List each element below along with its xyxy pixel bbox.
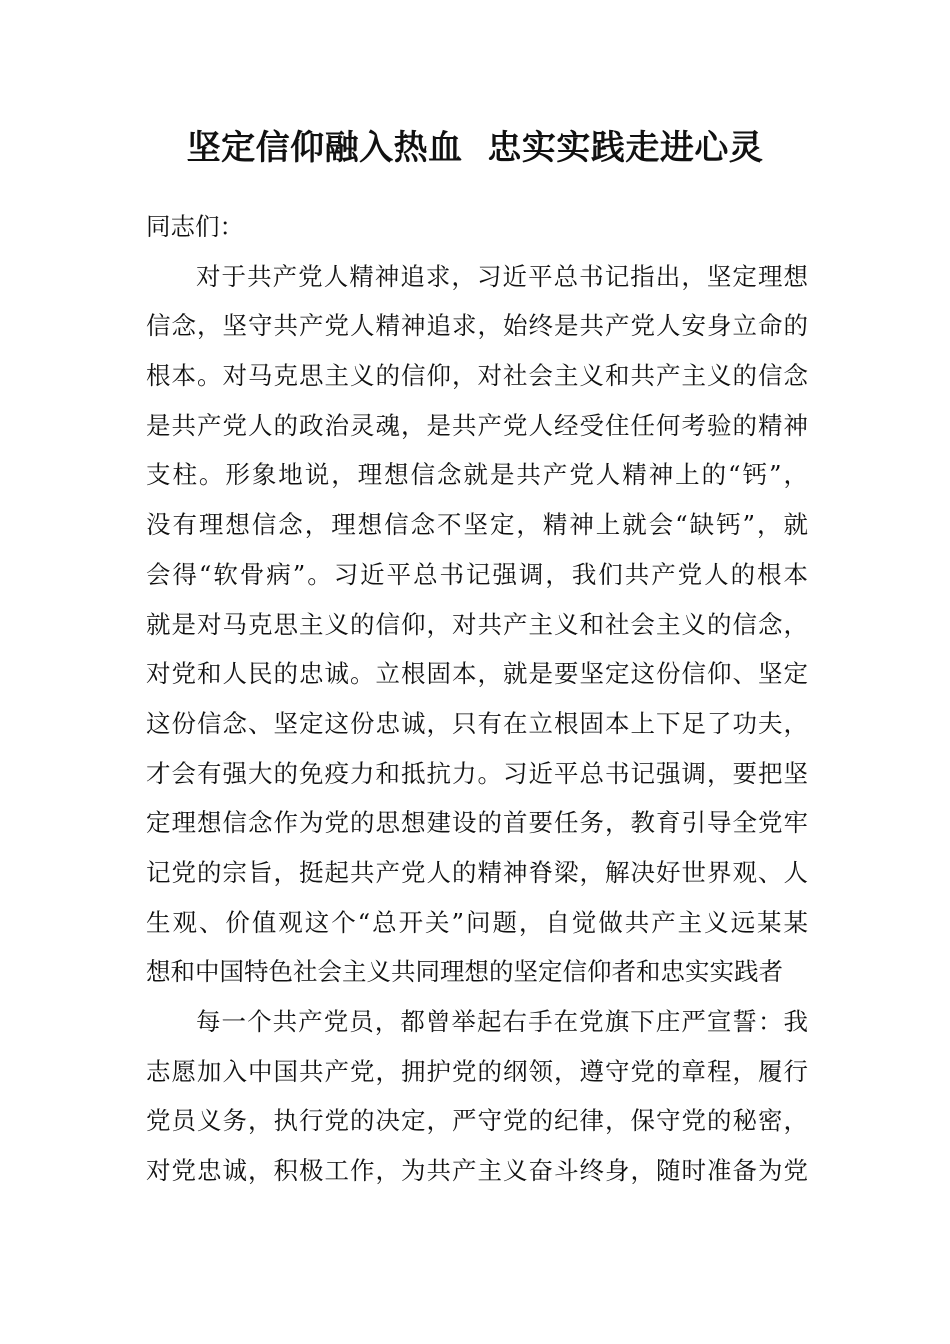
paragraph-line: 这份信念、坚定这份忠诚，只有在立根固本上下足了功夫，	[146, 708, 808, 738]
paragraph-line: 根本。对马克思主义的信仰，对社会主义和共产主义的信念	[146, 361, 808, 391]
paragraph-line: 支柱。形象地说，理想信念就是共产党人精神上的“钙”，	[146, 460, 808, 490]
paragraph-line: 会得“软骨病”。习近平总书记强调，我们共产党人的根本	[146, 559, 808, 589]
paragraph-line: 信念，坚守共产党人精神追求，始终是共产党人安身立命的	[146, 311, 808, 341]
paragraph-2	[146, 997, 808, 1196]
paragraph-line: 才会有强大的免疫力和抵抗力。习近平总书记强调，要把坚	[146, 758, 808, 788]
paragraph-line: 每一个共产党员，都曾举起右手在党旗下庄严宣誓：我	[196, 1007, 808, 1036]
paragraph-line: 对党忠诚，积极工作，为共产主义奋斗终身，随时准备为党	[146, 1156, 808, 1186]
paragraph-line: 党员义务，执行党的决定，严守党的纪律，保守党的秘密，	[146, 1106, 808, 1136]
paragraph-line: 生观、价值观这个“总开关”问题，自觉做共产主义远某某	[146, 907, 808, 937]
paragraph-line: 记党的宗旨，挺起共产党人的精神脊梁，解决好世界观、人	[146, 857, 808, 887]
salutation: 同志们：	[146, 212, 244, 241]
paragraph-line: 志愿加入中国共产党，拥护党的纲领，遵守党的章程，履行	[146, 1056, 808, 1086]
paragraph-line: 定理想信念作为党的思想建设的首要任务，教育引导全党牢	[146, 808, 808, 838]
document-body	[146, 202, 808, 1196]
paragraph-line: 对于共产党人精神追求，习近平总书记指出，坚定理想	[196, 261, 808, 291]
paragraph-line: 是共产党人的政治灵魂，是共产党人经受住任何考验的精神	[146, 410, 808, 440]
paragraph-line: 就是对马克思主义的信仰，对共产主义和社会主义的信念，	[146, 609, 808, 639]
paragraph-line: 对党和人民的忠诚。立根固本，就是要坚定这份信仰、坚定	[146, 659, 808, 689]
paragraph-line: 想和中国特色社会主义共同理想的坚定信仰者和忠实实践者	[146, 957, 783, 987]
paragraph-1	[146, 252, 808, 997]
document-title: 坚定信仰融入热血 忠实实践走进心灵	[186, 128, 764, 168]
paragraph-line: 没有理想信念，理想信念不坚定，精神上就会“缺钙”，就	[146, 510, 808, 540]
